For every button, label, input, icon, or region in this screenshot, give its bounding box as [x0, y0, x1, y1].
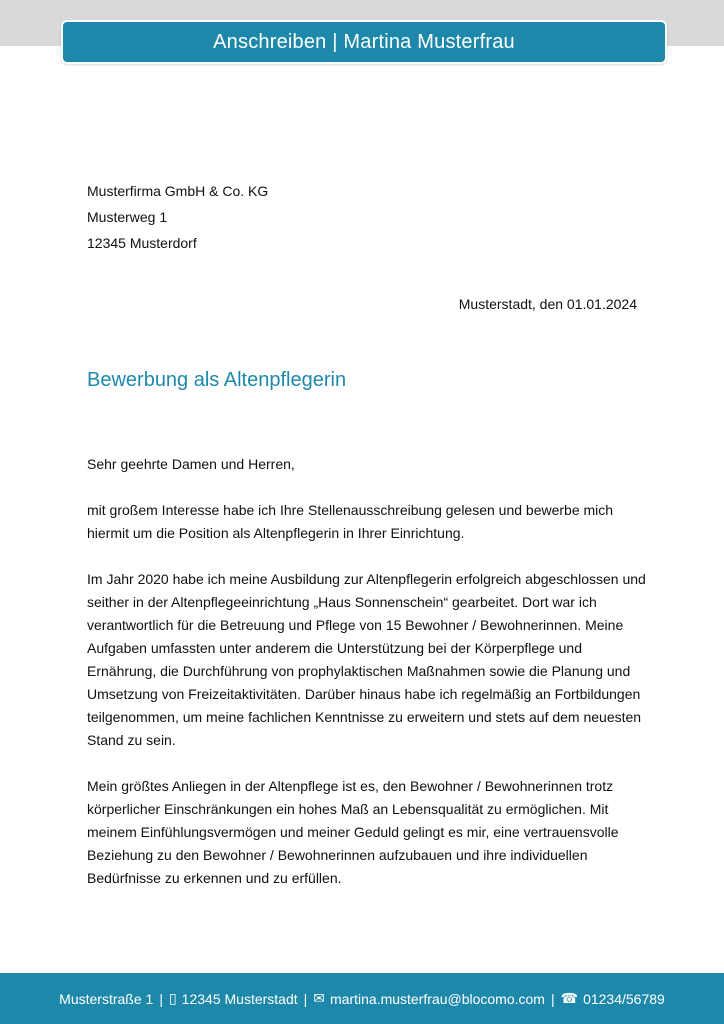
footer-separator: |: [159, 990, 163, 1007]
footer-street: Musterstraße 1: [59, 990, 154, 1007]
recipient-street: Musterweg 1: [87, 209, 168, 225]
header-bar: [61, 20, 667, 64]
paragraph-intro: mit großem Interesse habe ich Ihre Stellenausschreibung gelesen und bewerbe mich hiermit um die Position als Altenpflegerin in Ihrer Einrichtung.: [87, 502, 614, 541]
email-icon: ✉: [313, 990, 326, 1006]
recipient-company: Musterfirma GmbH & Co. KG: [87, 183, 269, 199]
subject-heading: Bewerbung als Altenpflegerin: [87, 369, 347, 391]
recipient-address: [87, 182, 268, 260]
footer-bar: [0, 973, 724, 1024]
location-icon: ▯: [168, 990, 177, 1006]
salutation: Sehr geehrte Damen und Herren,: [87, 456, 295, 472]
header-title: Anschreiben | Martina Musterfrau: [213, 30, 515, 53]
recipient-city: 12345 Musterdorf: [87, 235, 197, 251]
date-line: Musterstadt, den 01.01.2024: [458, 296, 637, 312]
footer-separator: |: [550, 990, 555, 1007]
footer-separator: |: [303, 990, 308, 1007]
phone-icon: ☎: [560, 990, 579, 1006]
footer-email[interactable]: martina.musterfrau@blocomo.com: [330, 990, 545, 1007]
paragraph-motivation: Mein größtes Anliegen in der Altenpflege ist es, den Bewohner / Bewohnerinnen trotz körperlicher Einschränkungen ein hohes Maß an Lebensqualität zu ermöglichen. Mit meinem Einfühlungsvermögen und meiner Geduld gelingt es mir, eine vertrauensvolle Beziehung zu den Bewohner / Bewohnerinnen aufzubauen und ihre individuellen Bedürfnisse zu erkennen und zu erfüllen.: [87, 778, 619, 886]
paragraph-experience: Im Jahr 2020 habe ich meine Ausbildung zur Altenpflegerin erfolgreich abgeschlossen und seither in der Altenpflegeeinrichtung „Haus Sonnenschein“ gearbeitet. Dort war ich verantwortlich für die Betreuung und Pflege von 15 Bewohner / Bewohnerinnen. Meine Aufgaben umfassten unter anderem die Unterstützung bei der Körperpflege und Ernährung, die Durchführung von prophylaktischen Maßnahmen sowie die Planung und Umsetzung von Freizeitaktivitäten. Darüber hinaus habe ich regelmäßig an Fortbildungen teilgenommen, um meine fachlichen Kenntnisse zu erweitern und stets auf dem neuesten Stand zu sein.: [87, 571, 646, 748]
letter-body: [87, 453, 647, 913]
footer-phone[interactable]: 01234/56789: [583, 990, 665, 1007]
footer-city: 12345 Musterstadt: [181, 990, 298, 1007]
